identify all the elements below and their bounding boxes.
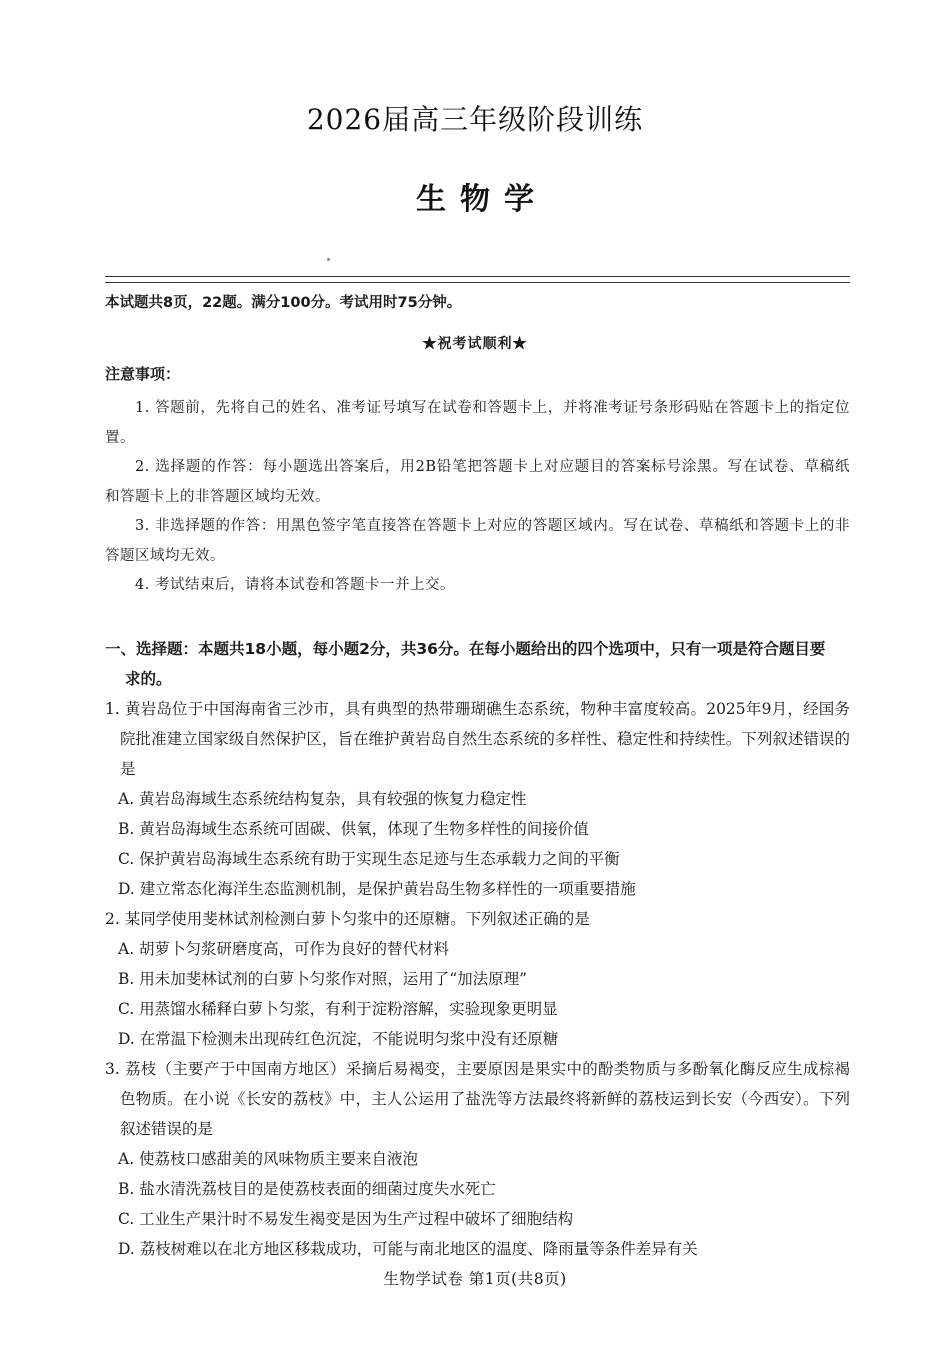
good-luck-banner: ★祝考试顺利★ (422, 336, 528, 352)
subject-title: 生物学 (416, 182, 548, 217)
section-line: 一、选择题：本题共18小题，每小题2分，共36分。在每小题给出的四个选项中，只有一项是符合题目要 (105, 640, 826, 658)
option-d: D. 荔枝树难以在北方地区移栽成功，可能与南北地区的温度、降雨量等条件差异有关 (118, 1240, 698, 1258)
question-2 (105, 904, 850, 1054)
option-a: A. 胡萝卜匀浆研磨度高，可作为良好的替代材料 (118, 940, 450, 958)
page-footer: 生物学试卷 第1页(共8页) (383, 1270, 567, 1288)
notice-list (105, 394, 850, 601)
question-1 (105, 694, 850, 904)
notice-item: 1. 答题前，先将自己的姓名、准考证号填写在试卷和答题卡上，并将准考证号条形码贴在答题卡上的指定位置。 (105, 400, 850, 446)
question-list (105, 694, 850, 1264)
section-one-heading (105, 634, 850, 694)
option-d: D. 建立常态化海洋生态监测机制，是保护黄岩岛生物多样性的一项重要措施 (118, 880, 636, 898)
option-a: A. 使荔枝口感甜美的风味物质主要来自液泡 (118, 1150, 419, 1168)
exam-info: 本试题共8页，22题。满分100分。考试用时75分钟。 (105, 295, 462, 311)
exam-title: 2026届高三年级阶段训练 (306, 103, 644, 136)
option-c: C. 保护黄岩岛海域生态系统有助于实现生态足迹与生态承载力之间的平衡 (118, 850, 620, 868)
option-a: A. 黄岩岛海域生态系统结构复杂，具有较强的恢复力稳定性 (118, 790, 527, 808)
notice-item: 3. 非选择题的作答：用黑色签字笔直接答在答题卡上对应的答题区域内。写在试卷、草稿纸和答题卡上的非答题区域均无效。 (105, 518, 850, 564)
option-c: C. 用蒸馏水稀释白萝卜匀浆，有利于淀粉溶解，实验现象更明显 (118, 1000, 558, 1018)
notice-item: 2. 选择题的作答：每小题选出答案后，用2B铅笔把答题卡上对应题目的答案标号涂黑。写在试卷、草稿纸和答题卡上的非答题区域均无效。 (105, 459, 850, 505)
option-b: B. 黄岩岛海域生态系统可固碳、供氧，体现了生物多样性的间接价值 (118, 820, 589, 838)
section-line: 求的。 (125, 670, 172, 688)
question-stem: 1. 黄岩岛位于中国海南省三沙市，具有典型的热带珊瑚礁生态系统，物种丰富度较高。2025年9月，经国务院批准建立国家级自然保护区，旨在维护黄岩岛自然生态系统的多样性、稳定性和持续性。下列叙述错误的是 (105, 700, 850, 778)
option-c: C. 工业生产果汁时不易发生褐变是因为生产过程中破坏了细胞结构 (118, 1210, 574, 1228)
question-stem: 2. 某同学使用斐林试剂检测白萝卜匀浆中的还原糖。下列叙述正确的是 (105, 910, 590, 928)
notice-item: 4. 考试结束后，请将本试卷和答题卡一并上交。 (135, 577, 455, 593)
double-rule-divider (105, 276, 850, 283)
option-b: B. 用未加斐林试剂的白萝卜匀浆作对照，运用了“加法原理” (118, 970, 528, 988)
option-d: D. 在常温下检测未出现砖红色沉淀，不能说明匀浆中没有还原糖 (118, 1030, 559, 1048)
question-stem: 3. 荔枝（主要产于中国南方地区）采摘后易褐变，主要原因是果实中的酚类物质与多酚氧化酶反应生成棕褐色物质。在小说《长安的荔枝》中，主人公运用了盐洗等方法最终将新鲜的荔枝运到长安（今西安）。下列叙述错误的是 (105, 1060, 850, 1138)
scan-speck (327, 258, 330, 261)
option-b: B. 盐水清洗荔枝目的是使荔枝表面的细菌过度失水死亡 (118, 1180, 496, 1198)
notice-heading: 注意事项： (105, 365, 181, 383)
question-3 (105, 1054, 850, 1264)
